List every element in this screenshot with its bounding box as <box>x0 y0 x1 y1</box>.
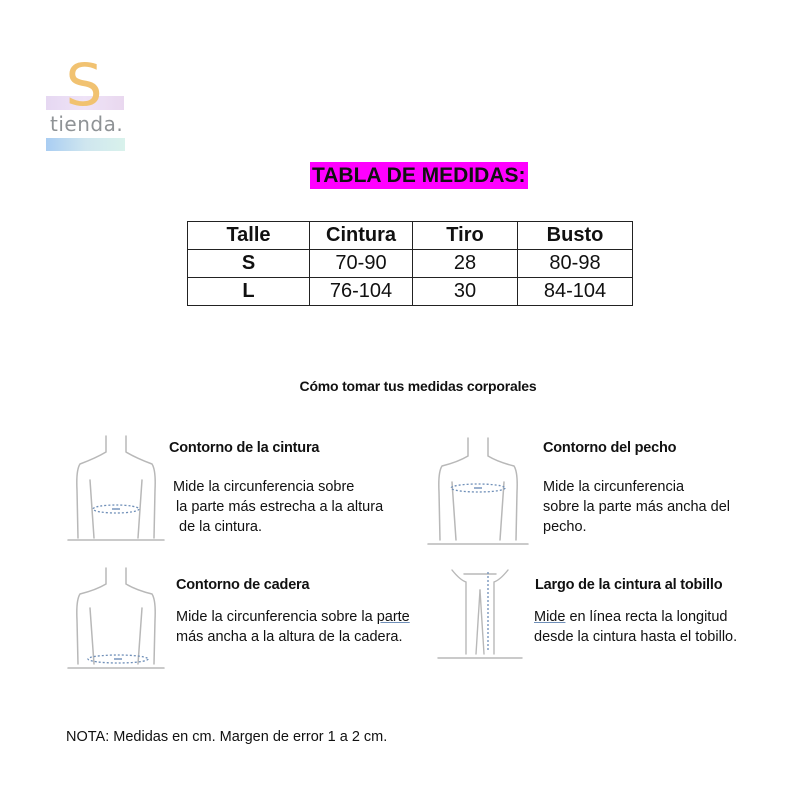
chest-title: Contorno del pecho <box>543 440 677 456</box>
length-desc-line2: desde la cintura hasta el tobillo. <box>534 629 738 645</box>
table-header-busto: Busto <box>518 222 633 250</box>
table-header-cintura: Cintura <box>310 222 413 250</box>
logo-letter: S <box>65 51 103 119</box>
waist-desc-line1: Mide la circunferencia sobre <box>173 479 355 495</box>
hip-torso-icon <box>66 566 166 672</box>
page-title: TABLA DE MEDIDAS: <box>312 164 526 187</box>
chest-desc-line2: sobre la parte más ancha del <box>543 499 730 515</box>
chest-torso-icon <box>428 436 528 548</box>
table-cell: 84-104 <box>518 278 633 306</box>
note-text: NOTA: Medidas en cm. Margen de error 1 a 2 cm. <box>66 729 388 745</box>
legs-icon <box>438 568 522 660</box>
waist-title: Contorno de la cintura <box>169 440 320 456</box>
table-row <box>188 278 633 306</box>
length-desc-line1: Mide en línea recta la longitud <box>534 609 728 625</box>
hip-title: Contorno de cadera <box>176 577 310 593</box>
length-desc-underlined-word: Mide <box>534 609 566 625</box>
waist-torso-icon <box>66 430 166 545</box>
waist-desc-line2: la parte más estrecha a la altura <box>176 499 384 515</box>
logo-band-bottom <box>46 138 125 151</box>
table-cell: 70-90 <box>310 250 413 278</box>
table-cell-talle: L <box>188 278 310 306</box>
table-header-row <box>188 222 633 250</box>
table-cell: 30 <box>413 278 518 306</box>
table-cell: 76-104 <box>310 278 413 306</box>
table-row <box>188 250 633 278</box>
table-header-talle: Talle <box>188 222 310 250</box>
size-table <box>187 221 633 306</box>
hip-desc-line2: más ancha a la altura de la cadera. <box>176 629 403 645</box>
chest-desc-line3: pecho. <box>543 519 587 535</box>
guide-heading: Cómo tomar tus medidas corporales <box>299 378 537 394</box>
waist-desc-line3: de la cintura. <box>179 519 263 535</box>
length-title: Largo de la cintura al tobillo <box>535 577 723 593</box>
chest-desc-line1: Mide la circunferencia <box>543 479 685 495</box>
hip-desc-line1: Mide la circunferencia sobre la parte <box>176 609 410 625</box>
table-header-tiro: Tiro <box>413 222 518 250</box>
table-cell: 80-98 <box>518 250 633 278</box>
hip-desc-underlined-word: parte <box>376 609 410 625</box>
table-cell: 28 <box>413 250 518 278</box>
logo-text: tienda. <box>50 112 124 136</box>
table-cell-talle: S <box>188 250 310 278</box>
